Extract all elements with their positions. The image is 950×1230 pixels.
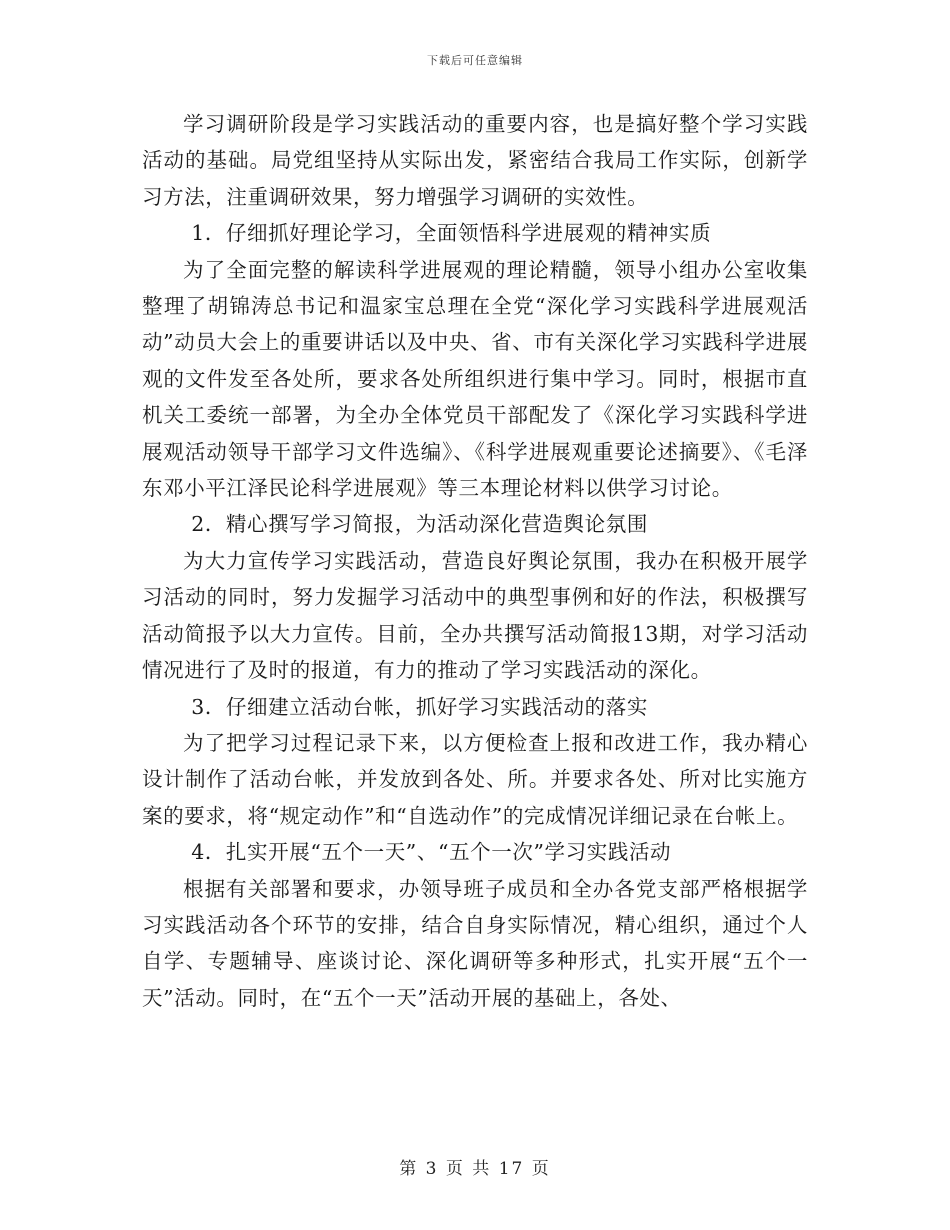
document-body: [142, 106, 808, 1016]
page-header: 下载后可任意编辑: [427, 54, 523, 67]
section-heading-3: 3．仔细建立活动台帐，抓好学习实践活动的落实: [191, 694, 648, 719]
section-paragraph-2: 为大力宣传学习实践活动，营造良好舆论氛围，我办在积极开展学习活动的同时，努力发掘学习活动中的典型事例和好的作法，积极撰写活动简报予以大力宣传。目前，全办共撰写活动简报13期，对学习活动情况进行了及时的报道，有力的推动了学习实践活动的深化。: [142, 548, 808, 683]
intro-paragraph: 学习调研阶段是学习实践活动的重要内容，也是搞好整个学习实践活动的基础。局党组坚持从实际出发，紧密结合我局工作实际，创新学习方法，注重调研效果，努力增强学习调研的实效性。: [142, 112, 808, 209]
section-paragraph-1: 为了全面完整的解读科学进展观的理论精髓，领导小组办公室收集整理了胡锦涛总书记和温家宝总理在全党“深化学习实践科学进展观活动”动员大会上的重要讲话以及中央、省、市有关深化学习实践科学进展观的文件发至各处所，要求各处所组织进行集中学习。同时，根据市直机关工委统一部署，为全办全体党员干部配发了《深化学习实践科学进展观活动领导干部学习文件选编》、《科学进展观重要论述摘要》、《毛泽东邓小平江泽民论科学进展观》等三本理论材料以供学习讨论。: [142, 257, 808, 501]
section-paragraph-4: 根据有关部署和要求，办领导班子成员和全办各党支部严格根据学习实践活动各个环节的安排，结合自身实际情况，精心组织，通过个人自学、专题辅导、座谈讨论、深化调研等多种形式，扎实开展“五个一天”活动。同时，在“五个一天”活动开展的基础上，各处、: [142, 876, 808, 1010]
section-heading-1: 1．仔细抓好理论学习，全面领悟科学进展观的精神实质: [191, 221, 712, 246]
section-heading-4: 4．扎实开展“五个一天”、“五个一次”学习实践活动: [191, 840, 672, 865]
page-number-footer: 第 3 页 共 17 页: [399, 1159, 551, 1179]
section-heading-2: 2．精心撰写学习简报，为活动深化营造舆论氛围: [191, 512, 648, 537]
section-paragraph-3: 为了把学习过程记录下来，以方便检查上报和改进工作，我办精心设计制作了活动台帐，并发放到各处、所。并要求各处、所对比实施方案的要求，将“规定动作”和“自选动作”的完成情况详细记录在台帐上。: [142, 730, 808, 828]
